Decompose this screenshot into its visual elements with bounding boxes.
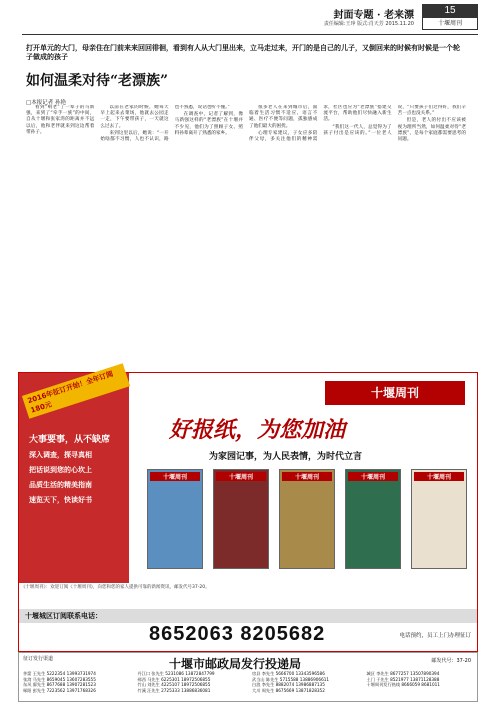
- phone-bar-label: 十堰城区订阅联系电话：: [19, 609, 477, 623]
- paragraph: “我们这一代人，总觉得为了孩子付出是应该的。”一位老人说，“只要孩子们过得好，我们辛苦一点也没关系。”: [323, 105, 466, 136]
- post-office-block: [18, 652, 478, 702]
- post-row: 郧阳 彭先生 7223562 13971768326: [23, 687, 96, 693]
- magazine-cover: [345, 469, 401, 569]
- post-row: 城区 李先生 8677257 13507890394: [366, 671, 440, 676]
- page-header: [0, 0, 484, 32]
- ad-bullet: 深入调查，探寻真相: [29, 451, 92, 459]
- ad-bullet: 品质生活的精美指南: [29, 481, 92, 489]
- paragraph: 心理专家建议，子女应多陪伴父母，多关注他们的精神需求，社区也应为“老漂族”搭建交流平台，帮助他们尽快融入新生活。: [248, 105, 392, 143]
- ad-small-print: 《十堰周刊》：欢迎订阅《十堰周刊》，向您和您的家人提供可靠的新闻资讯，邮发代号37-20。: [21, 585, 210, 590]
- ad-brand: 十堰周刊: [325, 381, 465, 405]
- post-contacts: [23, 671, 475, 693]
- publication-name: 十堰周刊: [437, 20, 462, 27]
- page-number: 15: [423, 5, 477, 18]
- ad-bullet: 大事要事，从不缺席: [29, 435, 111, 445]
- post-row: 张湾 马先生 8659045 13607283555: [23, 676, 96, 682]
- post-row: 十堰周刊发行热线 8666059 8681011: [366, 682, 440, 688]
- paragraph: 在调查中，记者了解到，像马新强这样的“老漂族”在十堰并不少见，他们为了照顾子女、照料孙辈离开了熟悉的家乡。: [174, 112, 243, 136]
- post-row: 武当山 陈先生 5715588 13886906611: [252, 676, 330, 682]
- ad-bullet: 把话说到您的心坎上: [29, 466, 92, 474]
- post-note: 邮发代号：37-20: [431, 658, 471, 664]
- post-title: 十堰市邮政局发行投递局: [169, 657, 302, 671]
- cover-title: 十堰周刊: [348, 472, 398, 481]
- editor-meta: 责任编辑:王琤 版式:肖天芳 2015.11.20: [323, 21, 414, 27]
- post-row: 房县 李先生 5666700 13343596586: [252, 671, 325, 676]
- section-title: 封面专题 · 老来漂: [333, 10, 414, 21]
- promo-ribbon: 2016年征订开始！全年订阅180元: [22, 363, 130, 419]
- magazine-cover: [147, 469, 203, 569]
- cover-title: 十堰周刊: [414, 472, 464, 481]
- paragraph: 来到这里以后，她说：“一开始啥都不习惯，人也不认识，路也不熟悉，说话也听不懂。”: [100, 105, 230, 143]
- paragraph: 以前在老家的时候，她每天早上起来去菜场，他就去公园走一走，下午要带孩子，一天就这么过去了。: [100, 105, 169, 129]
- ad-subtitle: 为家园记事，为人民表情，为时代立言: [209, 452, 363, 462]
- ad-slogan: 好报纸，为您加油: [169, 417, 346, 443]
- header-rule: [22, 34, 478, 35]
- page-box: [422, 4, 478, 30]
- ad-bullets: [29, 433, 119, 508]
- magazine-cover: [213, 469, 269, 569]
- post-row: 竹山 刘先生 4225107 18972506855: [137, 682, 211, 688]
- subscription-ad: [18, 369, 478, 652]
- post-row: 大川 周先生 8675669 13871828352: [252, 687, 325, 693]
- magazine-covers: [147, 469, 467, 579]
- cover-title: 十堰周刊: [216, 472, 266, 481]
- article-headline: 如何温柔对待“老漂族”: [26, 73, 169, 89]
- post-label: 征订发行渠道: [23, 656, 54, 662]
- post-row: 茅箭 王先生 5222354 13993731974: [23, 671, 96, 676]
- post-row: 竹溪 汪先生 2725333 13886836081: [137, 687, 211, 693]
- cover-title: 十堰周刊: [150, 472, 200, 481]
- ad-bullet: 速览天下，快读好书: [29, 496, 92, 504]
- lead-paragraph: 打开单元的大门，母亲住在门前来来回回徘徊，看到有人从大门里出来，立马走过来，开门的是自己的儿子，又倒回来的时候有时候是一个轮子做成的孩子: [26, 44, 460, 61]
- article-body: [26, 105, 466, 385]
- post-row: 土门 于先生 8521977 13871128388: [366, 676, 440, 682]
- article-byline: □本报记者 孙艳: [26, 100, 66, 106]
- magazine-cover: [279, 469, 335, 569]
- phone-numbers: 8652063 8205682: [149, 623, 326, 645]
- paragraph: 很多老人在来到城市后，面临着生活习惯不适应、语言不通、医疗不便等问题，孤独感成了他们最大的困扰。: [248, 105, 318, 129]
- cover-title: 十堰周刊: [282, 472, 332, 481]
- paragraph: 但是，老人的付出不应该被视为理所当然，如何温柔对待“老漂族”，是每个家庭都需要思考的问题。: [397, 118, 466, 143]
- post-row: 白浪 李先生 8882074 13986887135: [252, 682, 325, 688]
- ad-left-panel: [19, 369, 129, 583]
- post-row: 郧西 马先生 6225301 18972506855: [137, 676, 211, 682]
- phone-note: 电话预约，员工上门办理征订: [399, 633, 471, 639]
- post-row: 东风 廖先生 8677688 13907281523: [23, 682, 96, 688]
- magazine-cover: [411, 469, 467, 569]
- paragraph: 看到“啃老”了一辈子的马新强，来到了“牵手一族”的中间，自从十堰和张家湾的距离并不远以后，他和老伴就来到这边帮着带孙子。: [26, 105, 95, 135]
- post-row: 丹江口 张先生 5231086 13872847799: [137, 671, 215, 676]
